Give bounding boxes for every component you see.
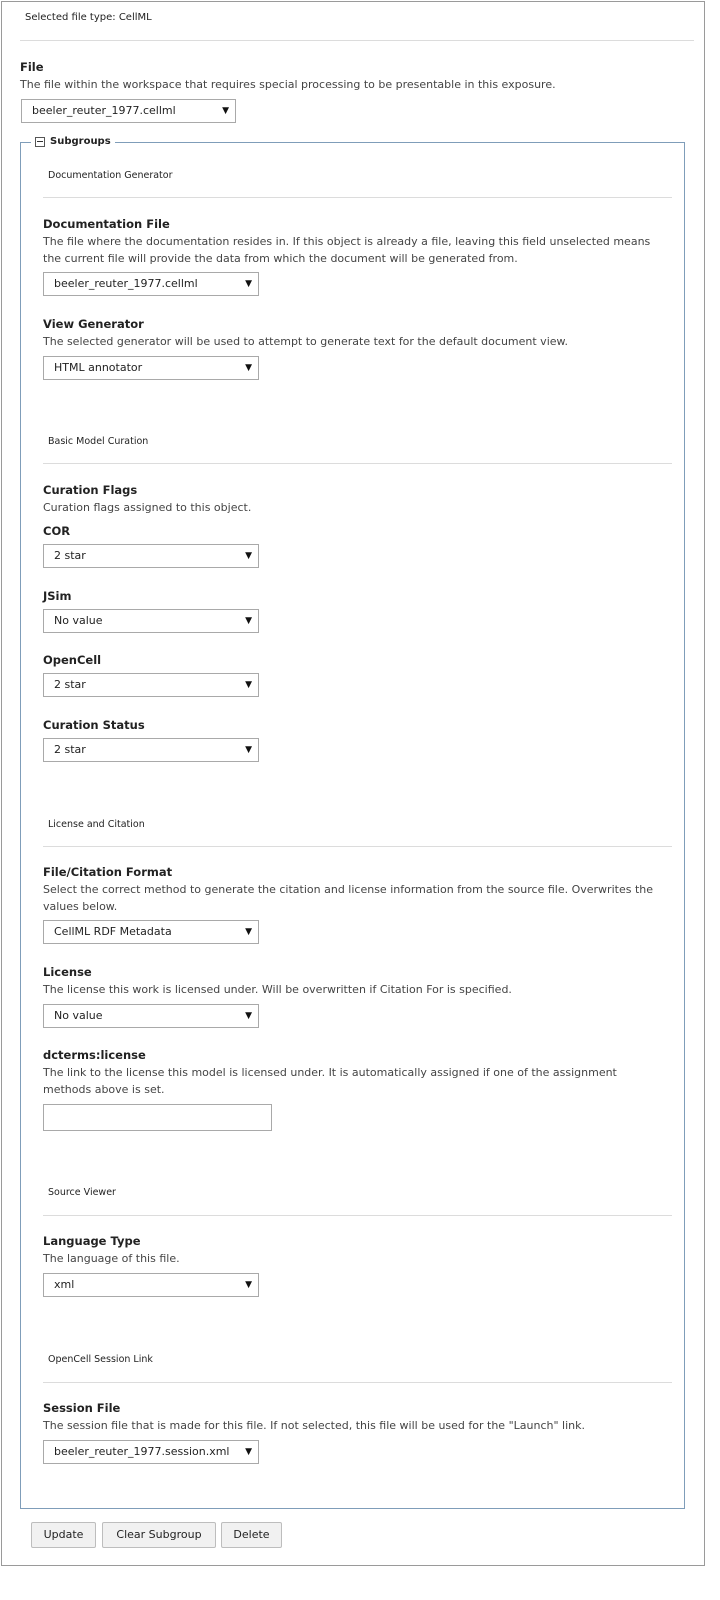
view-generator-select[interactable] bbox=[43, 356, 259, 380]
chevron-down-icon: ▼ bbox=[245, 616, 252, 626]
opencell-label: OpenCell bbox=[43, 653, 102, 667]
language-type-label: Language Type bbox=[43, 1234, 141, 1248]
file-label: File bbox=[20, 60, 44, 74]
dcterms-license-help-line1: The link to the license this model is licensed under. It is automatically assigned if one of the assignment bbox=[43, 1066, 617, 1079]
citation-format-value: CellML RDF Metadata bbox=[54, 925, 172, 938]
chevron-down-icon: ▼ bbox=[245, 279, 252, 289]
dcterms-license-help-line2: methods above is set. bbox=[43, 1083, 165, 1096]
license-value: No value bbox=[54, 1009, 103, 1022]
language-type-select[interactable] bbox=[43, 1273, 259, 1297]
subgroup-title-opencell-session-link: OpenCell Session Link bbox=[48, 1354, 153, 1365]
jsim-value: No value bbox=[54, 614, 103, 627]
subgroup-title-basic-model-curation: Basic Model Curation bbox=[48, 436, 149, 447]
language-type-value: xml bbox=[54, 1278, 75, 1291]
chevron-down-icon: ▼ bbox=[222, 106, 229, 116]
curation-status-label: Curation Status bbox=[43, 718, 145, 732]
citation-format-label: File/Citation Format bbox=[43, 865, 173, 879]
cor-select[interactable] bbox=[43, 544, 259, 568]
documentation-file-value: beeler_reuter_1977.cellml bbox=[54, 277, 198, 290]
session-file-help: The session file that is made for this file. If not selected, this file will be used for the "Launch" link. bbox=[43, 1419, 585, 1432]
divider bbox=[43, 197, 672, 198]
documentation-file-help-line1: The file where the documentation resides in. If this object is already a file, leaving this field unselected means bbox=[43, 235, 651, 248]
session-file-value: beeler_reuter_1977.session.xml bbox=[54, 1445, 230, 1458]
delete-button[interactable]: Delete bbox=[221, 1522, 282, 1548]
chevron-down-icon: ▼ bbox=[245, 363, 252, 373]
file-help: The file within the workspace that requires special processing to be presentable in this exposure. bbox=[20, 78, 556, 91]
subgroups-legend[interactable] bbox=[31, 136, 115, 147]
citation-format-help-line2: values below. bbox=[43, 900, 118, 913]
file-select[interactable] bbox=[21, 99, 236, 123]
chevron-down-icon: ▼ bbox=[245, 1280, 252, 1290]
subgroups-legend-label: Subgroups bbox=[50, 136, 111, 147]
subgroup-title-documentation-generator: Documentation Generator bbox=[48, 170, 173, 181]
citation-format-select[interactable] bbox=[43, 920, 259, 944]
view-generator-label: View Generator bbox=[43, 317, 144, 331]
selected-file-type: Selected file type: CellML bbox=[25, 12, 152, 23]
chevron-down-icon: ▼ bbox=[245, 1011, 252, 1021]
session-file-select[interactable] bbox=[43, 1440, 259, 1464]
curation-status-value: 2 star bbox=[54, 743, 86, 756]
license-select[interactable] bbox=[43, 1004, 259, 1028]
collapse-icon[interactable] bbox=[35, 137, 45, 147]
jsim-label: JSim bbox=[43, 589, 72, 603]
divider bbox=[43, 463, 672, 464]
opencell-select[interactable] bbox=[43, 673, 259, 697]
subgroup-title-license-and-citation: License and Citation bbox=[48, 819, 145, 830]
curation-flags-help: Curation flags assigned to this object. bbox=[43, 501, 252, 514]
jsim-select[interactable] bbox=[43, 609, 259, 633]
license-help: The license this work is licensed under. Will be overwritten if Citation For is specified. bbox=[43, 983, 512, 996]
chevron-down-icon: ▼ bbox=[245, 745, 252, 755]
subgroup-title-source-viewer: Source Viewer bbox=[48, 1187, 116, 1198]
divider bbox=[20, 40, 694, 41]
clear-subgroup-button[interactable]: Clear Subgroup bbox=[102, 1522, 216, 1548]
license-label: License bbox=[43, 965, 92, 979]
documentation-file-select[interactable] bbox=[43, 272, 259, 296]
dcterms-license-input[interactable] bbox=[43, 1104, 272, 1131]
chevron-down-icon: ▼ bbox=[245, 680, 252, 690]
file-select-value: beeler_reuter_1977.cellml bbox=[32, 104, 176, 117]
chevron-down-icon: ▼ bbox=[245, 927, 252, 937]
chevron-down-icon: ▼ bbox=[245, 551, 252, 561]
opencell-value: 2 star bbox=[54, 678, 86, 691]
chevron-down-icon: ▼ bbox=[245, 1447, 252, 1457]
documentation-file-label: Documentation File bbox=[43, 217, 170, 231]
citation-format-help-line1: Select the correct method to generate the citation and license information from the source file. Overwrites the bbox=[43, 883, 653, 896]
language-type-help: The language of this file. bbox=[43, 1252, 180, 1265]
session-file-label: Session File bbox=[43, 1401, 121, 1415]
curation-status-select[interactable] bbox=[43, 738, 259, 762]
cor-value: 2 star bbox=[54, 549, 86, 562]
documentation-file-help-line2: the current file will provide the data from which the document will be generated from. bbox=[43, 252, 518, 265]
divider bbox=[43, 846, 672, 847]
view-generator-value: HTML annotator bbox=[54, 361, 143, 374]
view-generator-help: The selected generator will be used to attempt to generate text for the default document view. bbox=[43, 335, 568, 348]
curation-flags-label: Curation Flags bbox=[43, 483, 138, 497]
dcterms-license-label: dcterms:license bbox=[43, 1048, 146, 1062]
cor-label: COR bbox=[43, 524, 71, 538]
update-button[interactable]: Update bbox=[31, 1522, 96, 1548]
divider bbox=[43, 1215, 672, 1216]
divider bbox=[43, 1382, 672, 1383]
